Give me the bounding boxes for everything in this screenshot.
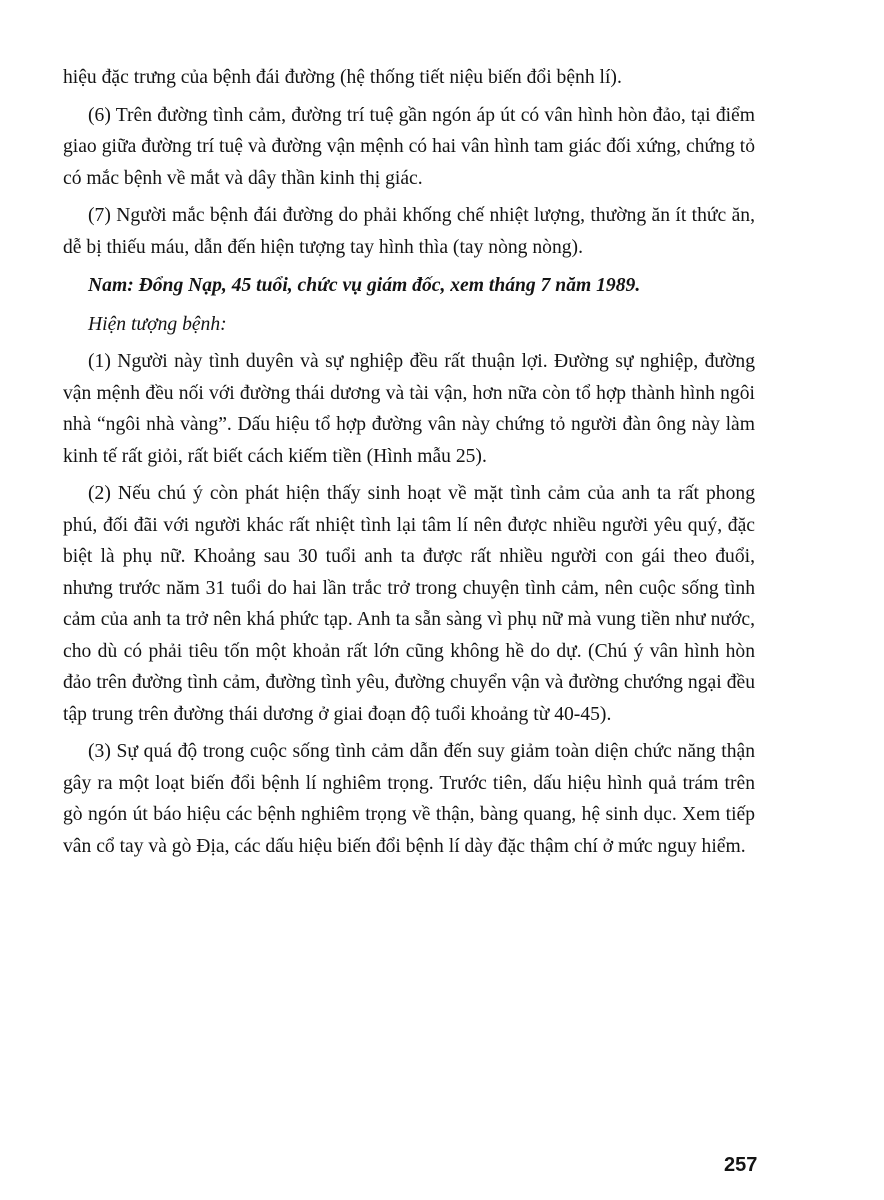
case-paragraph-1: (1) Người này tình duyên và sự nghiệp đều rất thuận lợi. Đường sự nghiệp, đường vận mệnh đều nối với đường thái dương và tài vận, hơn nữa còn tổ hợp thành hình ngôi nhà “ngôi nhà vàng”. Dấu hiệu tổ hợp đường vân này chứng tỏ người đàn ông này làm kinh tế rất giỏi, rất biết cách kiếm tiền (Hình mẫu 25).	[63, 351, 755, 467]
paragraph-item-7: (7) Người mắc bệnh đái đường do phải khống chế nhiệt lượng, thường ăn ít thức ăn, dễ bị thiếu máu, dẫn đến hiện tượng tay hình thìa (tay nòng nòng).	[63, 205, 755, 258]
page-body	[63, 62, 755, 862]
page-number: 257	[724, 1154, 758, 1176]
paragraph-continuation: hiệu đặc trưng của bệnh đái đường (hệ thống tiết niệu biến đổi bệnh lí).	[63, 67, 622, 88]
symptoms-label: Hiện tượng bệnh:	[88, 313, 227, 335]
case-heading: Nam: Đổng Nạp, 45 tuổi, chức vụ giám đốc, xem tháng 7 năm 1989.	[88, 275, 641, 296]
case-paragraph-2: (2) Nếu chú ý còn phát hiện thấy sinh hoạt về mặt tình cảm của anh ta rất phong phú, đối đãi với người khác rất nhiệt tình lại tâm lí nên được nhiều người yêu quý, đặc biệt là phụ nữ. Khoảng sau 30 tuổi anh ta được rất nhiều người con gái theo đuổi, nhưng trước năm 31 tuổi do hai lần trắc trở trong chuyện tình cảm, nên cuộc sống tình cảm của anh ta trở nên khá phức tạp. Anh ta sẵn sàng vì phụ nữ mà vung tiền như nước, cho dù có phải tiêu tốn một khoản rất lớn cũng không hề do dự. (Chú ý vân hình hòn đảo trên đường tình cảm, đường tình yêu, đường chuyển vận và đường chướng ngại đều tập trung trên đường thái dương ở giai đoạn độ tuổi khoảng từ 40-45).	[63, 483, 755, 725]
paragraph-item-6: (6) Trên đường tình cảm, đường trí tuệ gần ngón áp út có vân hình hòn đảo, tại điểm giao giữa đường trí tuệ và đường vận mệnh có hai vân hình tam giác đối xứng, chứng tỏ có mắc bệnh về mắt và dây thần kinh thị giác.	[63, 104, 755, 189]
case-paragraph-3: (3) Sự quá độ trong cuộc sống tình cảm dẫn đến suy giảm toàn diện chức năng thận gây ra một loạt biến đổi bệnh lí nghiêm trọng. Trước tiên, dấu hiệu hình quả trám trên gò ngón út báo hiệu các bệnh nghiêm trọng về thận, bàng quang, hệ sinh dục. Xem tiếp vân cổ tay và gò Địa, các dấu hiệu biến đổi bệnh lí dày đặc thậm chí ở mức nguy hiểm.	[63, 741, 755, 857]
